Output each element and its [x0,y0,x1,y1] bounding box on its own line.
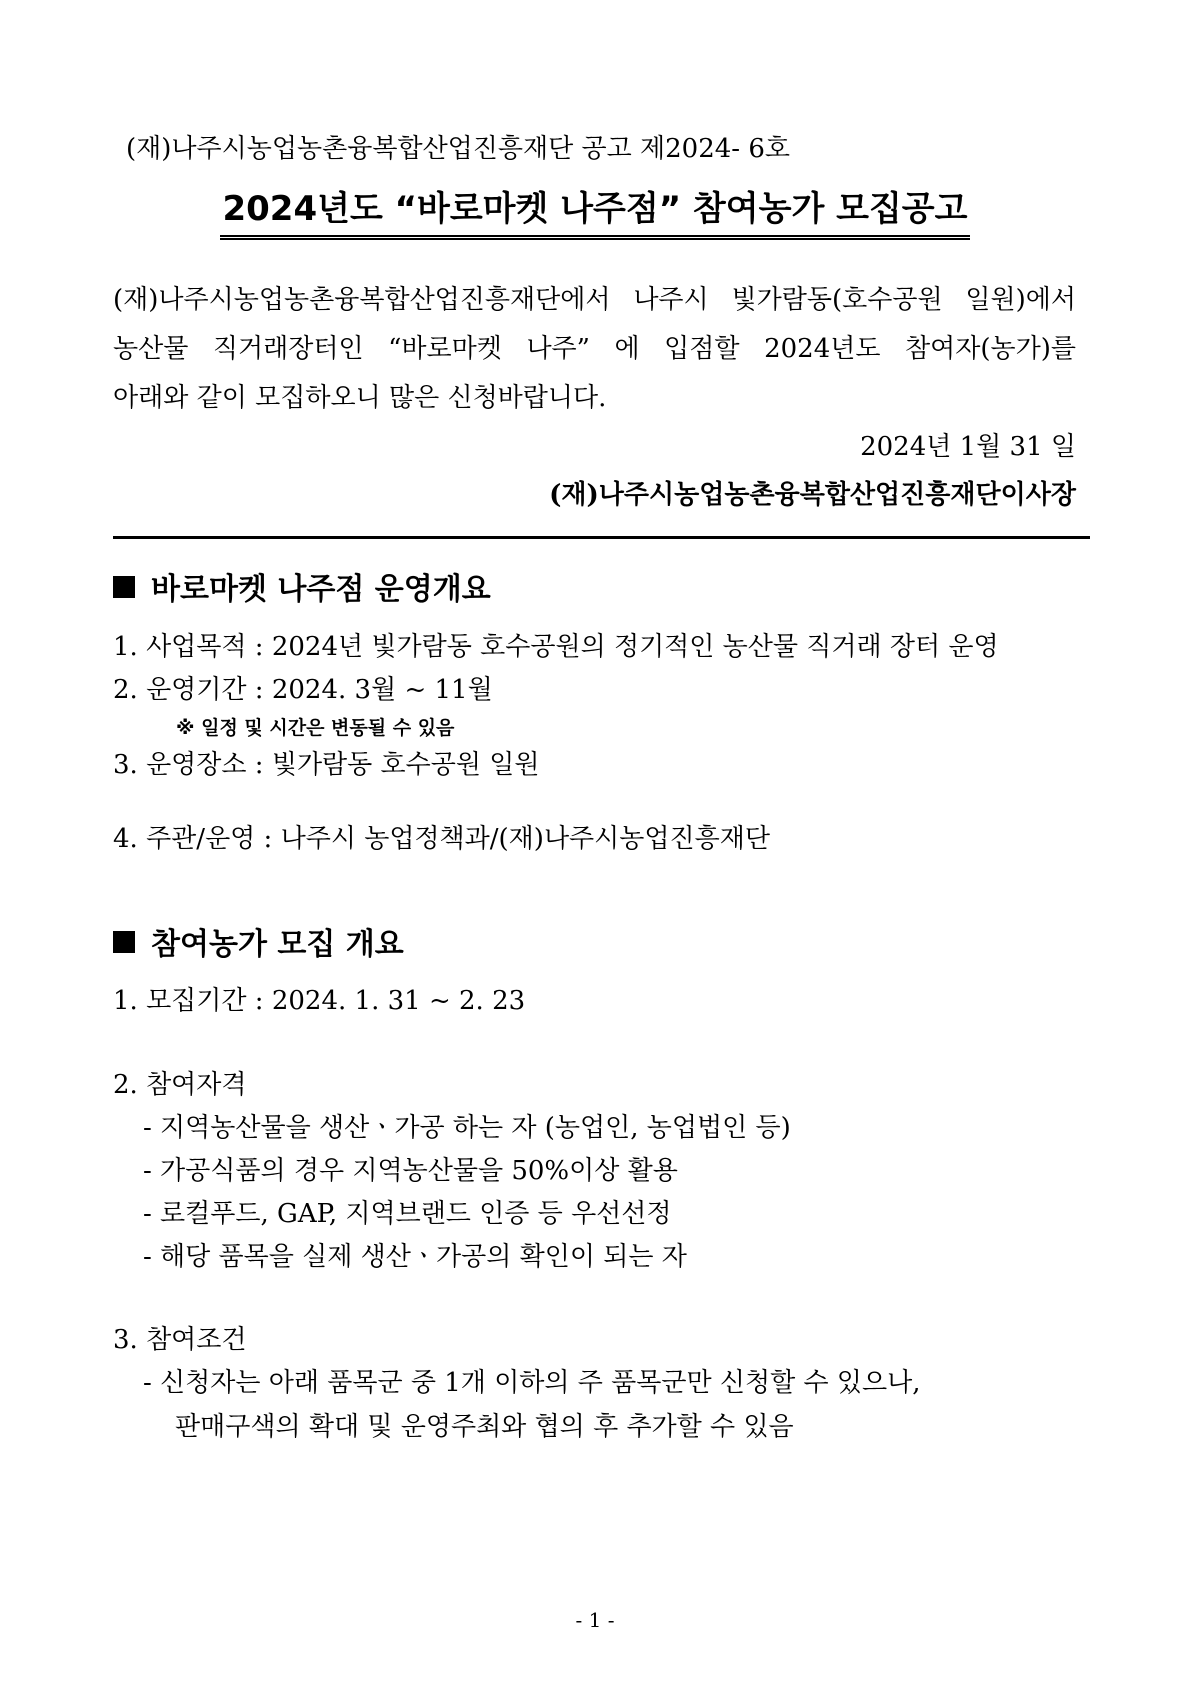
page-title-wrap [0,188,1190,240]
qualification-item: - 지역농산물을 생산ㆍ가공 하는 자 (농업인, 농업법인 등) [143,1113,791,1143]
schedule-note: ※ 일정 및 시간은 변동될 수 있음 [176,717,455,739]
page-number: - 1 - [575,1608,615,1632]
list-item: 2. 참여자격 [113,1070,247,1100]
qualification-item: - 가공식품의 경우 지역농산물을 50%이상 활용 [143,1156,678,1186]
square-bullet-icon [113,576,135,598]
qualification-item: - 로컬푸드, GAP, 지역브랜드 인증 등 우선선정 [143,1199,672,1229]
list-item: 2. 운영기간 : 2024. 3월 ~ 11월 [113,675,493,705]
qualification-item: - 해당 품목을 실제 생산ㆍ가공의 확인이 되는 자 [143,1242,687,1272]
section-heading [113,564,491,608]
condition-item: - 신청자는 아래 품목군 중 1개 이하의 주 품목군만 신청할 수 있으나, [143,1368,921,1398]
section-title: 바로마켓 나주점 운영개요 [151,572,491,607]
intro-line: (재)나주시농업농촌융복합산업진흥재단에서 나주시 빛가람동(호수공원 일원)에서 [113,285,1076,315]
square-bullet-icon [113,931,135,953]
list-item: 3. 참여조건 [113,1325,247,1355]
issuer: (재)나주시농업농촌융복합산업진흥재단이사장 [549,480,1076,510]
intro-line: 아래와 같이 모집하오니 많은 신청바랍니다. [113,383,607,413]
page-title: 2024년도 “바로마켓 나주점” 참여농가 모집공고 [220,188,969,240]
section-title: 참여농가 모집 개요 [151,927,404,962]
notice-number: (재)나주시농업농촌융복합산업진흥재단 공고 제2024- 6호 [126,134,791,164]
list-item: 3. 운영장소 : 빛가람동 호수공원 일원 [113,750,540,780]
divider [113,536,1090,539]
list-item: 1. 사업목적 : 2024년 빛가람동 호수공원의 정기적인 농산물 직거래 장터 운영 [113,632,999,662]
intro-paragraph [113,276,1076,423]
condition-item: 판매구색의 확대 및 운영주최와 협의 후 추가할 수 있음 [175,1412,794,1442]
list-item: 4. 주관/운영 : 나주시 농업정책과/(재)나주시농업진흥재단 [113,824,770,854]
notice-date: 2024년 1월 31 일 [860,432,1076,462]
section-heading [113,919,404,963]
intro-line: 농산물 직거래장터인 “바로마켓 나주” 에 입점할 2024년도 참여자(농가)를 [113,334,1076,364]
list-item: 1. 모집기간 : 2024. 1. 31 ~ 2. 23 [113,986,526,1016]
